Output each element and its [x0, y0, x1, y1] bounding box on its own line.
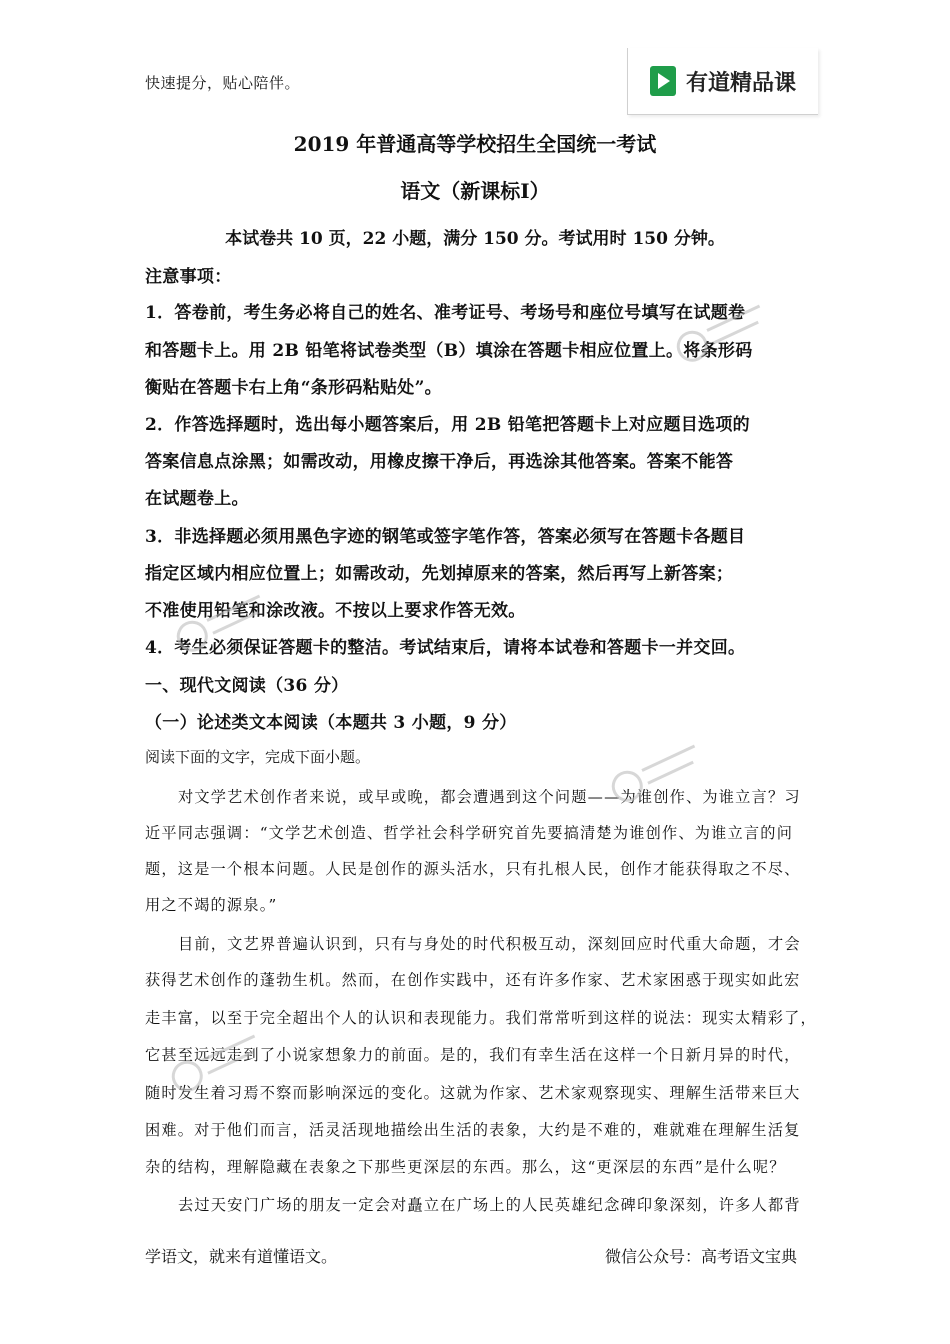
- notice-line: 1．答卷前，考生务必将自己的姓名、准考证号、考场号和座位号填写在试题卷: [145, 303, 746, 323]
- passage-line: 它甚至远远走到了小说家想象力的前面。是的，我们有幸生活在这样一个日新月异的时代，: [145, 1046, 801, 1064]
- notice-heading: 注意事项：: [145, 267, 232, 287]
- notice-line: 3．非选择题必须用黑色字迹的钢笔或签字笔作答，答案必须写在答题卡各题目: [145, 527, 746, 547]
- sub-section-heading: （一）论述类文本阅读（本题共 3 小题，9 分）: [145, 713, 517, 733]
- footer-left: 学语文，就来有道懂语文。: [145, 1247, 338, 1266]
- section-heading: 一、现代文阅读（36 分）: [145, 676, 349, 696]
- notice-line: 2．作答选择题时，选出每小题答案后，用 2B 铅笔把答题卡上对应题目选项的: [145, 415, 750, 435]
- footer-right: 微信公众号：高考语文宝典: [605, 1247, 798, 1266]
- notice-line: 指定区域内相应位置上；如需改动，先划掉原来的答案，然后再写上新答案；: [145, 564, 734, 584]
- notice-line: 和答题卡上。用 2B 铅笔将试卷类型（B）填涂在答题卡相应位置上。将条形码: [145, 341, 753, 361]
- passage-line: 用之不竭的源泉。”: [145, 896, 278, 914]
- exam-subject: 语文（新课标Ⅰ）: [400, 179, 550, 203]
- passage-line: 去过天安门广场的朋友一定会对矗立在广场上的人民英雄纪念碑印象深刻，许多人都背: [178, 1196, 801, 1214]
- passage-line: 题，这是一个根本问题。人民是创作的源头活水，只有扎根人民，创作才能获得取之不尽、: [145, 860, 801, 878]
- notice-line: 不准使用铅笔和涂改液。不按以上要求作答无效。: [145, 601, 526, 621]
- notice-line: 4．考生必须保证答题卡的整洁。考试结束后，请将本试卷和答题卡一并交回。: [145, 638, 746, 658]
- notice-line: 答案信息点涂黑；如需改动，用橡皮擦干净后，再选涂其他答案。答案不能答: [145, 452, 734, 472]
- play-icon: [650, 66, 676, 96]
- passage-line: 对文学艺术创作者来说，或早或晚，都会遭遇到这个问题——为谁创作、为谁立言？习: [178, 788, 801, 806]
- notice-line: 衡贴在答题卡右上角“条形码粘贴处”。: [145, 378, 442, 398]
- watermark-icon: [595, 735, 715, 805]
- passage-line: 杂的结构，理解隐藏在表象之下那些更深层的东西。那么，这“更深层的东西”是什么呢？: [145, 1158, 786, 1176]
- logo-text: 有道精品课: [686, 71, 797, 96]
- instruction-text: 阅读下面的文字，完成下面小题。: [145, 748, 371, 766]
- passage-line: 随时发生着习焉不察而影响深远的变化。这就为作家、艺术家观察现实、理解生活带来巨大: [145, 1084, 801, 1102]
- passage-line: 近平同志强调：“文学艺术创造、哲学社会科学研究首先要搞清楚为谁创作、为谁立言的问: [145, 824, 794, 842]
- passage-line: 走丰富，以至于完全超出个人的认识和表现能力。我们常常听到这样的说法：现实太精彩了，: [145, 1009, 817, 1027]
- logo: [627, 48, 818, 115]
- notice-line: 在试题卷上。: [145, 489, 249, 509]
- exam-title: 2019 年普通高等学校招生全国统一考试: [293, 132, 657, 156]
- watermark-icon: [160, 585, 280, 655]
- passage-line: 困难。对于他们而言，活灵活现地描绘出生活的表象，大约是不难的，难就难在理解生活复: [145, 1121, 801, 1139]
- watermark-icon: [660, 295, 780, 365]
- exam-info: 本试卷共 10 页，22 小题，满分 150 分。考试用时 150 分钟。: [225, 229, 725, 249]
- passage-line: 获得艺术创作的蓬勃生机。然而，在创作实践中，还有许多作家、艺术家困惑于现实如此宏: [145, 971, 801, 989]
- watermark-icon: [155, 1025, 275, 1095]
- passage-line: 目前，文艺界普遍认识到，只有与身处的时代积极互动，深刻回应时代重大命题，才会: [178, 935, 801, 953]
- header-slogan: 快速提分，贴心陪伴。: [145, 74, 301, 92]
